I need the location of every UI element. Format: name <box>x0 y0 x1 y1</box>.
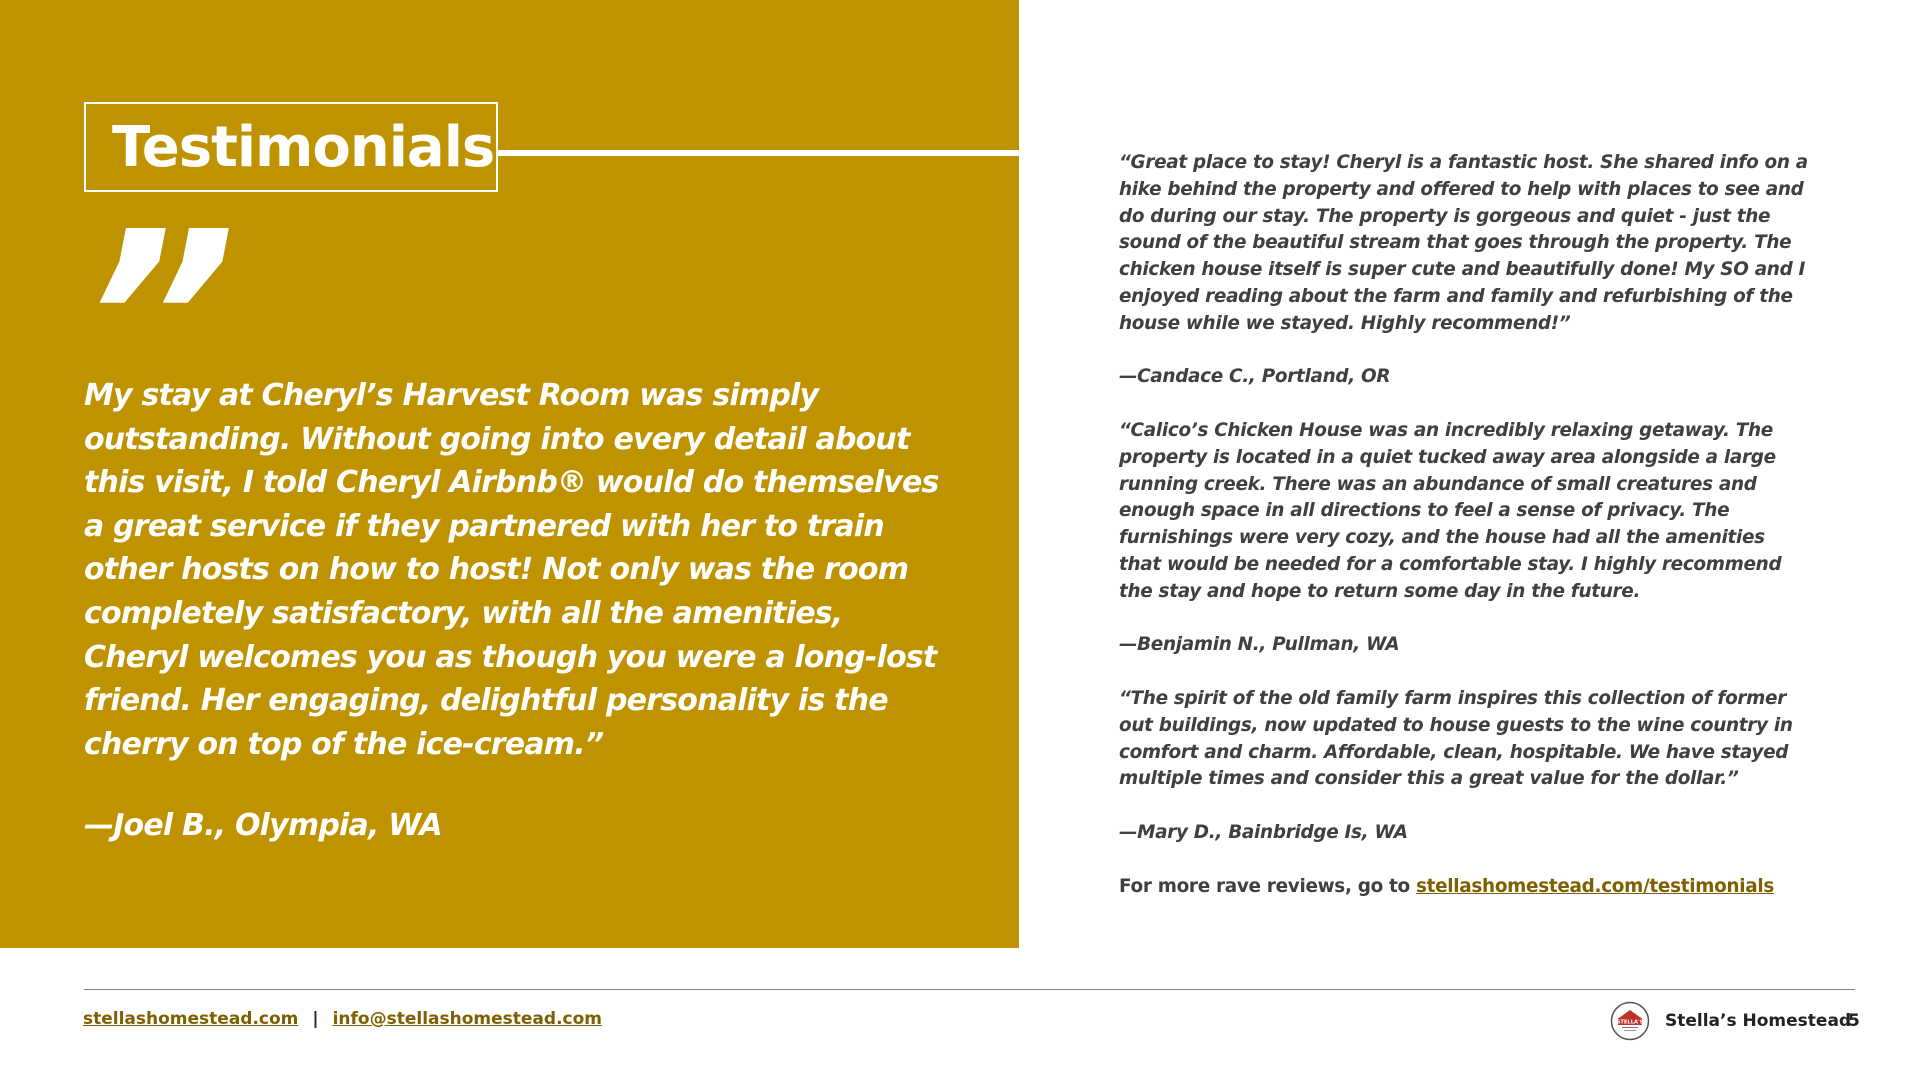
stellas-homestead-logo-icon <box>1610 1001 1650 1041</box>
website-link[interactable]: stellashomestead.com <box>83 1009 299 1029</box>
footer-divider <box>84 989 1855 990</box>
page-number: 5 <box>1848 1011 1860 1031</box>
review-author: —Mary D., Bainbridge Is, WA <box>1119 821 1408 843</box>
main-testimonial: My stay at Cheryl’s Harvest Room was simply outstanding. Without going into every detail about this visit, I told Cheryl Airbnb® would do themselves a great service if they partnered with her to train other hosts on how to host! Not only was the room completely satisfactory, with all the amenities, Cheryl welcomes you as though you were a long-lost friend. Her engaging, delightful personality is the cherry on top of the ice-cream.” <box>84 378 939 762</box>
brand-name: Stella’s Homestead <box>1665 1011 1852 1031</box>
testimonials-link[interactable]: stellashomestead.com/testimonials <box>1415 875 1774 897</box>
review-author: —Candace C., Portland, OR <box>1119 366 1391 388</box>
footer-separator: | <box>312 1009 319 1029</box>
main-testimonial-author: —Joel B., Olympia, WA <box>84 808 442 843</box>
page-title: Testimonials <box>112 114 495 180</box>
footer-links <box>83 1009 602 1029</box>
testimonial-panel <box>0 0 1019 948</box>
review-text: “Great place to stay! Cheryl is a fantastic host. She shared info on a hike behind the property and offered to help with places to see and do during our stay. The property is gorgeous and quiet - just the sound of the beautiful stream that goes through the property. The chicken house itself is super cute and beautifully done! My SO and I enjoyed reading about the farm and family and refurbishing of the house while we stayed. Highly recommend!” <box>1119 152 1808 334</box>
email-link[interactable]: info@stellashomestead.com <box>332 1009 603 1029</box>
logo-wordmark: STELLA'S <box>1616 1019 1644 1026</box>
reviews-column <box>1119 150 1809 900</box>
review-text: “The spirit of the old family farm inspires this collection of former out buildings, now updated to house guests to the wine country in comfort and charm. Affordable, clean, hospitable. We have stayed multiple times and consider this a great value for the dollar.” <box>1119 687 1793 790</box>
quote-mark-icon: ” <box>82 180 237 460</box>
more-reviews <box>1119 874 1809 901</box>
more-reviews-label: For more rave reviews, go to <box>1119 875 1416 897</box>
review-author: —Benjamin N., Pullman, WA <box>1119 634 1400 656</box>
title-rule <box>498 150 1019 156</box>
title-box <box>84 102 498 192</box>
review-text: “Calico’s Chicken House was an incredibly relaxing getaway. The property is located in a quiet tucked away area alongside a large running creek. There was an abundance of small creatures and enough space in all directions to feel a sense of privacy. The furnishings were very cozy, and the house had all the amenities that would be needed for a comfortable stay. I highly recommend the stay and hope to return some day in the future. <box>1119 419 1782 602</box>
